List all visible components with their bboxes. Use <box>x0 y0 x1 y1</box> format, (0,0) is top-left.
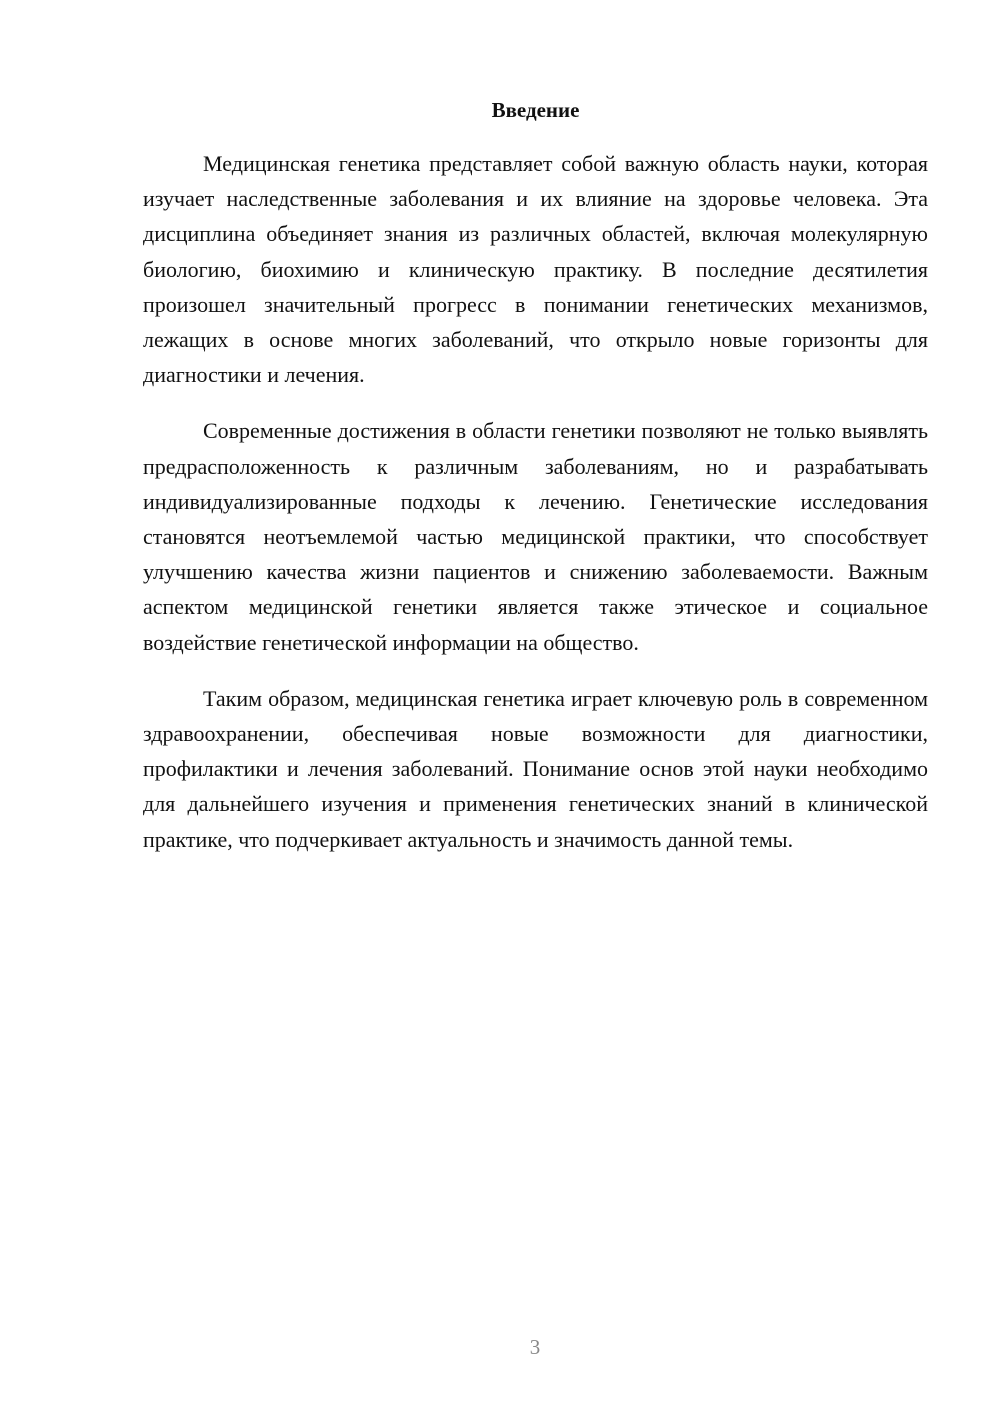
paragraph-conclusion: Таким образом, медицинская генетика играет ключевую роль в современном здравоохранении, обеспечивая новые возможности для диагностики, профилактики и лечения заболеваний. Понимание основ этой науки необходимо для дальнейшего изучения и применения генетических знаний в клинической практике, что подчеркивает актуальность и значимость данной темы. <box>143 685 928 852</box>
paragraph-achievements: Современные достижения в области генетики позволяют не только выявлять предрасположенность к различным заболеваниям, но и разрабатывать индивидуализированные подходы к лечению. Генетические исследования становятся неотъемлемой частью медицинской практики, что способствует улучшению качества жизни пациентов и снижению заболеваемости. Важным аспектом медицинской генетики является также этическое и социальное воздействие генетической информации на общество. <box>143 418 928 655</box>
section-heading: Введение <box>491 98 580 122</box>
page-number: 3 <box>529 1335 541 1359</box>
paragraph-intro: Медицинская генетика представляет собой важную область науки, которая изучает наследственные заболевания и их влияние на здоровье человека. Эта дисциплина объединяет знания из различных областей, включая молекулярную биологию, биохимию и клиническую практику. В последние десятилетия произошел значительный прогресс в понимании генетических механизмов, лежащих в основе многих заболеваний, что открыло новые горизонты для диагностики и лечения. <box>143 151 928 388</box>
page-content <box>143 93 928 878</box>
